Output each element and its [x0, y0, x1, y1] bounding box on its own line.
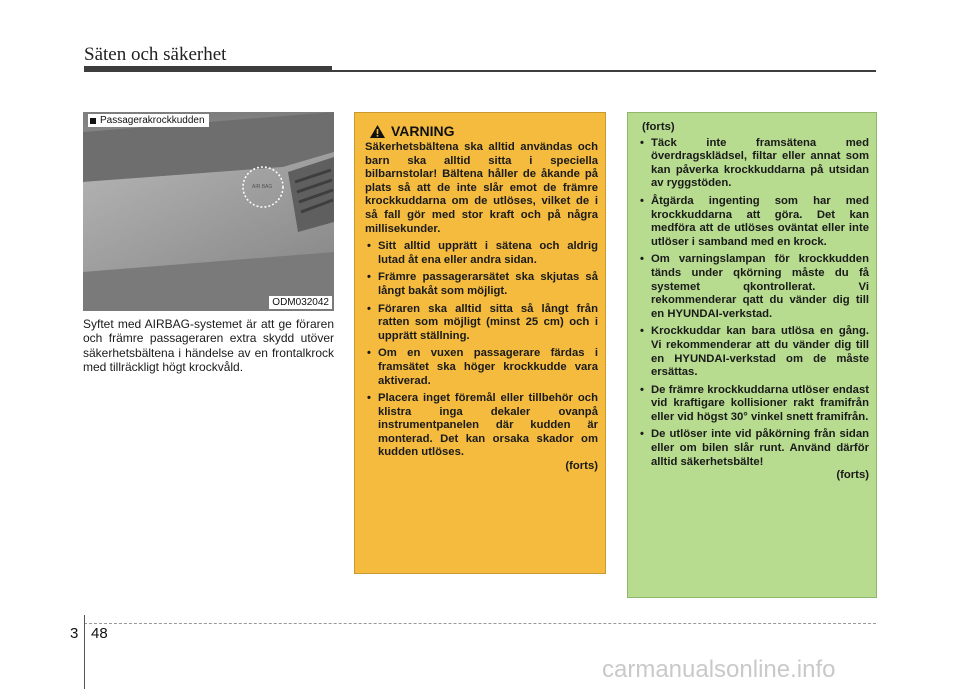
warning-title: VARNING [391, 123, 455, 139]
list-item: • Placera inget föremål eller tillbehör och klistra inga dekaler ovanpå instrumentpanelen där kudden är monterad. Det kan orsaka skador om kudden utlöses. [365, 392, 598, 460]
continued-list [638, 137, 869, 470]
body-paragraph: Syftet med AIRBAG-systemet är att ge föraren och främre passageraren extra skydd utöver säkerhetsbältena i händelse av en frontalkrock med tillräckligt högt krockvåld. [83, 317, 334, 374]
square-bullet-icon [90, 118, 96, 124]
warning-intro: Säkerhetsbältena ska alltid användas och barn ska alltid sitta i speciella bilbarnstolar! Bältena håller de åkande på plats så att de inte slår emot de främre krockkuddarna om de utlöses, vilket de i så fall gör med stor kraft och på några millisekunder. [365, 141, 598, 235]
continued-marker: (forts) [836, 469, 869, 482]
list-item: • Om en vuxen passagerare färdas i framsätet ska höger krockkudde vara aktiverad. [365, 347, 598, 388]
warning-heading [369, 123, 598, 139]
airbag-label: AIR BAG [252, 184, 273, 190]
warning-box [354, 112, 606, 574]
figure-caption [88, 114, 209, 127]
warning-list [365, 240, 598, 460]
list-item: • Sitt alltid upprätt i sätena och aldrig lutad åt ena eller andra sidan. [365, 240, 598, 267]
watermark: carmanualsonline.info [602, 656, 836, 683]
footer-divider [84, 615, 85, 689]
list-item: • Täck inte framsätena med överdragsklädsel, filtar eller annat som kan påverka krockkuddarna på utsidan av ryggstöden. [638, 137, 869, 191]
warning-triangle-icon [369, 124, 386, 139]
page-number: 48 [91, 625, 108, 642]
continued-box [627, 112, 877, 598]
header-bar [84, 66, 332, 72]
continued-heading: (forts) [642, 121, 675, 133]
list-item: • Krockkuddar kan bara utlösa en gång. Vi rekommenderar att du vänder dig till en HYUNDAI-verkstad om de måste ersättas. [638, 325, 869, 379]
airbag-photo [83, 112, 334, 311]
list-item: • De utlöser inte vid påkörning från sidan eller om bilen slår runt. Använd därför alltid säkerhetsbälte! [638, 428, 869, 469]
list-item: • De främre krockkuddarna utlöser endast vid kraftigare kollisioner rakt framifrån eller vid högst 30° vinkel snett framifrån. [638, 384, 869, 425]
figure-code: ODM032042 [269, 296, 332, 309]
continued-marker: (forts) [565, 460, 598, 473]
list-item: • Åtgärda ingenting som har med krockkuddarna att göra. Det kan medföra att de utlöses oväntat eller inte utlöser i samband med en krock. [638, 195, 869, 249]
page-title: Säten och säkerhet [84, 44, 227, 65]
header-rule [332, 70, 876, 72]
figure-caption-text: Passagerakrockkudden [100, 115, 205, 126]
chapter-number: 3 [70, 625, 79, 642]
dashboard-illustration [83, 112, 334, 311]
footer-rule [84, 623, 876, 624]
list-item: • Främre passagerarsätet ska skjutas så långt bakåt som möjligt. [365, 271, 598, 298]
list-item: • Föraren ska alltid sitta så långt från ratten som möjligt (minst 25 cm) och i upprätt ställning. [365, 303, 598, 344]
list-item: • Om varningslampan för krockkudden tänds under qkörning måste du få systemet qkontrollerat. Vi rekommenderar qatt du vänder dig till en HYUNDAI-verkstad. [638, 253, 869, 321]
